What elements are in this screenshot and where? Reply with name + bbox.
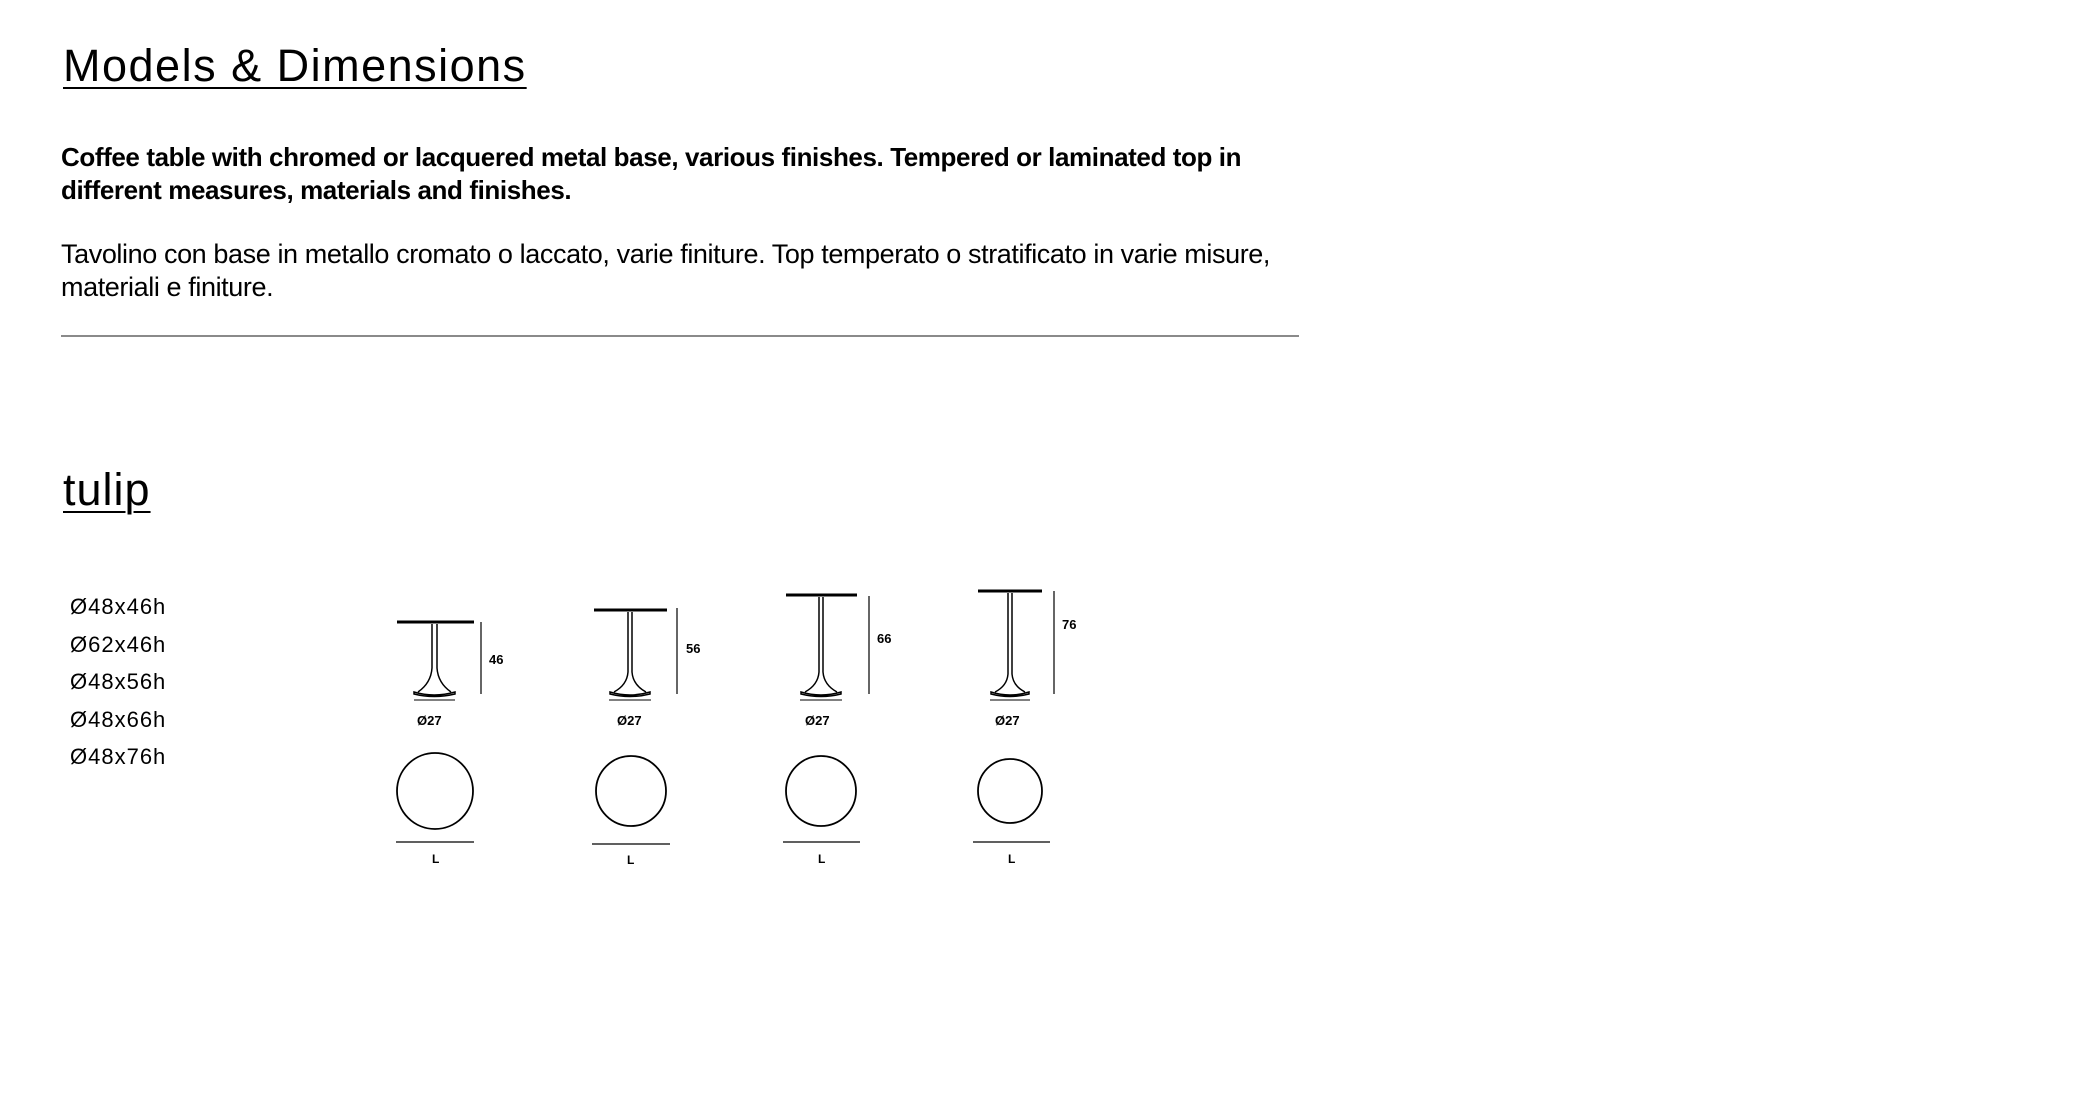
top-view-circle: [596, 756, 666, 826]
height-label: 56: [686, 641, 701, 656]
base-diameter-label: Ø27: [617, 713, 642, 728]
table-drawing-66: [783, 595, 891, 866]
top-view-circle: [397, 753, 473, 829]
size-item: Ø48x56h: [70, 669, 167, 695]
top-view-circle: [978, 759, 1042, 823]
width-label: L: [432, 852, 440, 866]
table-drawing-56: [592, 608, 700, 867]
description-english: Coffee table with chromed or lacquered metal base, various finishes. Tempered or laminated top in different measures, materials and finishes.: [61, 142, 1242, 205]
width-label: L: [818, 852, 826, 866]
side-view: [594, 608, 677, 700]
size-item: Ø48x76h: [70, 744, 167, 770]
side-view: [978, 591, 1054, 700]
page-title: Models & Dimensions: [63, 40, 527, 91]
height-label: 76: [1062, 617, 1077, 632]
height-label: 46: [489, 652, 504, 667]
top-view-circle: [786, 756, 856, 826]
table-drawing-76: [973, 591, 1076, 866]
side-view: [397, 622, 481, 700]
size-item: Ø48x66h: [70, 706, 167, 732]
size-item: Ø62x46h: [70, 631, 167, 657]
width-label: L: [627, 853, 635, 867]
base-diameter-label: Ø27: [417, 713, 442, 728]
size-item: Ø48x46h: [70, 594, 167, 619]
base-diameter-label: Ø27: [805, 713, 830, 728]
description-italian: Tavolino con base in metallo cromato o laccato, varie finiture. Top temperato o stratificato in varie misure, materiali e finiture.: [61, 239, 1271, 302]
base-diameter-label: Ø27: [995, 713, 1020, 728]
model-title: tulip: [63, 464, 151, 515]
width-label: L: [1008, 852, 1016, 866]
side-view: [786, 595, 869, 700]
table-drawing-46: [396, 622, 503, 866]
height-label: 66: [877, 631, 892, 646]
